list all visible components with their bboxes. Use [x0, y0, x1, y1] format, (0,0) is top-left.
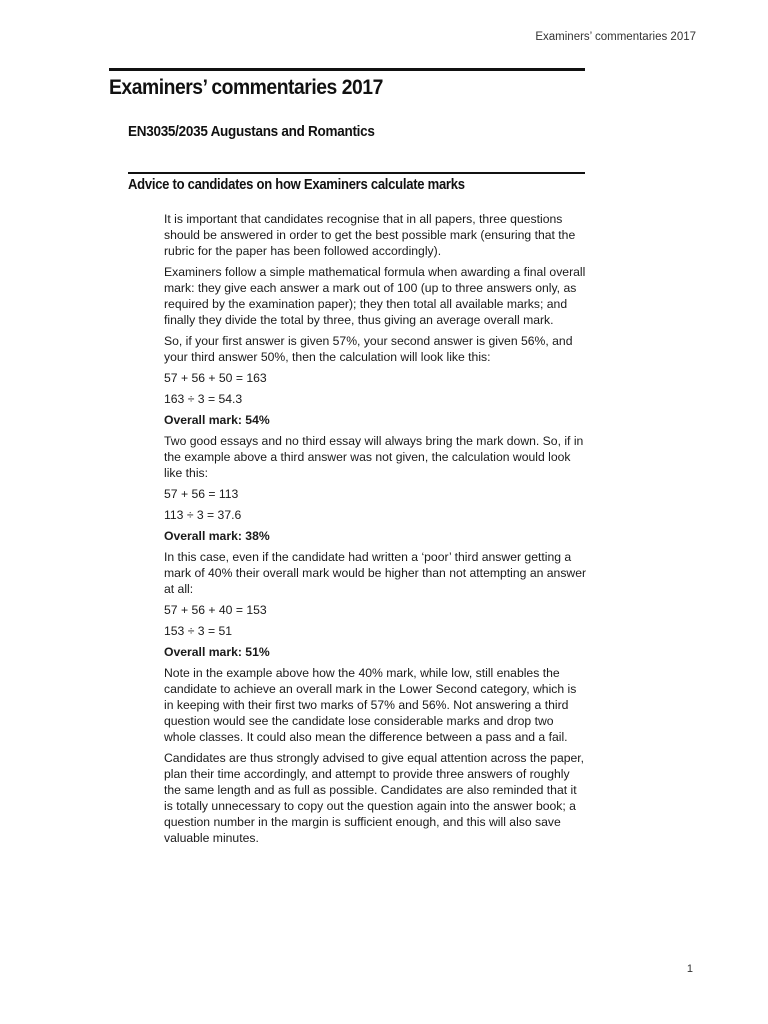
paragraph: Note in the example above how the 40% mark, while low, still enables the candidate to achieve an overall mark in the Lower Second category, which is in keeping with their first two marks of 57% and 56%. Not answering a third question would see the candidate lose considerable marks and drop two whole classes. It could also mean the difference between a pass and a fail.	[164, 666, 577, 744]
overall-mark: Overall mark: 54%	[164, 413, 270, 427]
calculation-division: 113 ÷ 3 = 37.6	[164, 508, 242, 522]
calculation-sum: 57 + 56 + 50 = 163	[164, 371, 267, 385]
calculation-sum: 57 + 56 = 113	[164, 487, 239, 501]
page-number: 1	[686, 963, 693, 975]
running-header: Examiners’ commentaries 2017	[535, 31, 696, 43]
paragraph: So, if your first answer is given 57%, your second answer is given 56%, and your third answer 50%, then the calculation will look like this:	[164, 334, 573, 364]
calculation-division: 153 ÷ 3 = 51	[164, 624, 233, 638]
paragraph: It is important that candidates recognise that in all papers, three questions should be answered in order to get the best possible mark (ensuring that the rubric for the paper has been followed accordingly).	[164, 212, 576, 258]
section-rule	[128, 172, 585, 174]
title-rule	[109, 68, 585, 71]
calculation-sum: 57 + 56 + 40 = 153	[164, 603, 267, 617]
calculation-division: 163 ÷ 3 = 54.3	[164, 392, 243, 406]
page-title: Examiners’ commentaries 2017	[109, 76, 383, 99]
overall-mark: Overall mark: 38%	[164, 529, 270, 543]
paragraph: Two good essays and no third essay will always bring the mark down. So, if in the example above a third answer was not given, the calculation would look like this:	[164, 434, 584, 480]
overall-mark: Overall mark: 51%	[164, 645, 270, 659]
paragraph: Candidates are thus strongly advised to give equal attention across the paper, plan their time accordingly, and attempt to provide three answers of roughly the same length and as full as possible. Candidates are also reminded that it is totally unnecessary to copy out the question again into the answer book; a question number in the margin is sufficient enough, and this will also save valuable minutes.	[164, 751, 585, 845]
section-heading: Advice to candidates on how Examiners calculate marks	[128, 177, 465, 193]
paragraph: In this case, even if the candidate had written a ‘poor’ third answer getting a mark of 40% their overall mark would be higher than not attempting an answer at all:	[164, 550, 587, 596]
course-title: EN3035/2035 Augustans and Romantics	[128, 123, 375, 140]
body-text	[164, 211, 588, 851]
paragraph: Examiners follow a simple mathematical formula when awarding a final overall mark: they give each answer a mark out of 100 (up to three answers only, as required by the examination paper); they then total all available marks; and finally they divide the total by three, thus giving an average overall mark.	[164, 265, 586, 327]
